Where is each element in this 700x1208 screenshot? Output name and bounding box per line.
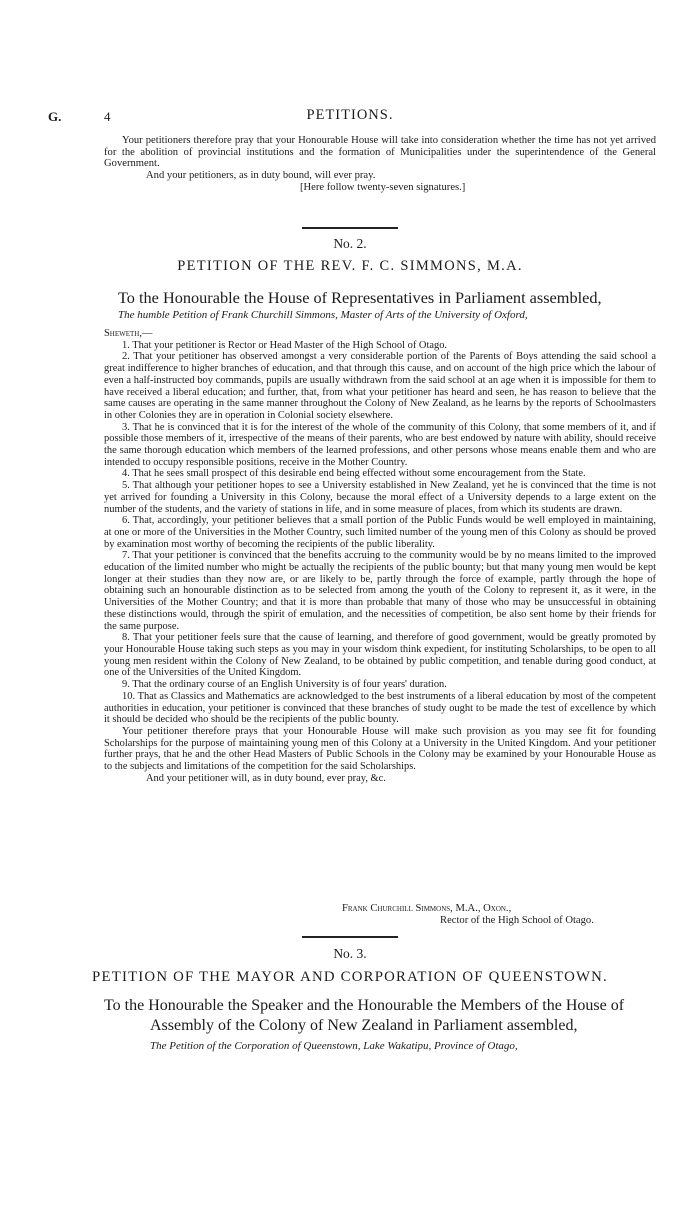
paragraph-item: 2. That your petitioner has observed amongst a very considerable portion of the Parents of Boys attending the said school a great indifference to higher branches of education, and that through this cause, and on account of the high price which the labour of even a half-instructed boy commands, pupils are usually withdrawn from the said school at an age when it is impossible for them to have received a liberal education; and further, that, from what your petitioner has heard and seen, he has reason to believe that the same causes are operating in the same manner throughout the Colony of New Zealand, as he learns by the reports of Schoolmasters in other Colonies they are in operation in Colonial society elsewhere. xyxy=(104,351,656,421)
signature-name: Frank Churchill Simmons, M.A., Oxon., xyxy=(342,903,512,914)
paragraph-item: 1. That your petitioner is Rector or Head Master of the High School of Otago. xyxy=(122,339,448,351)
paragraph-item: 6. That, accordingly, your petitioner believes that a small portion of the Public Funds would be well employed in maintaining, at one or more of the Universities in the Mother Country, such limited number of the young men of this Colony as should be proved by examination most worthy of becoming the recipients of the public liberality. xyxy=(104,515,656,550)
section-divider xyxy=(302,227,398,229)
sheweth-label: Sheweth,— xyxy=(104,328,153,339)
petition-subtitle: The humble Petition of Frank Churchill Simmons, Master of Arts of the University of Oxford, xyxy=(118,309,528,321)
page-number: 4 xyxy=(104,109,111,124)
paragraph-item: 9. That the ordinary course of an English University is of four years' duration. xyxy=(122,679,447,691)
signatures-note: [Here follow twenty-seven signatures.] xyxy=(300,181,466,193)
series-label: G. xyxy=(48,109,62,124)
signature-title: Rector of the High School of Otago. xyxy=(440,915,594,926)
petition-address-line: Assembly of the Colony of New Zealand in Parliament assembled, xyxy=(150,1017,578,1034)
petition-closing: And your petitioner will, as in duty bound, ever pray, &c. xyxy=(146,772,386,784)
petition-address-line: To the Honourable the Speaker and the Honourable the Members of the House of xyxy=(104,997,625,1014)
petition-body xyxy=(104,328,656,784)
intro-closing: And your petitioners, as in duty bound, will ever pray. xyxy=(146,170,376,182)
petition-number: No. 2. xyxy=(333,236,367,251)
paragraph-item: Your petitioner therefore prays that your Honourable House will make such provision as you may see fit for founding Scholarships for the purpose of maintaining young men of this Colony at a University in the United Kingdom. And your petitioner further prays, that he and the other Head Masters of Public Schools in the Colony may be examined by your Honourable House as to the subjects and limitations of the competition for the said Scholarships. xyxy=(104,725,656,773)
paragraph-item: 4. That he sees small prospect of this desirable end being effected without some encouragement from the State. xyxy=(122,468,586,480)
paragraph-item: 10. That as Classics and Mathematics are acknowledged to the best instruments of a liberal education by most of the competent authorities in education, your petitioner is convinced that these branches of study ought to be made the test of excellence by which it should be decided who should be the recipients of the public bounty. xyxy=(104,690,656,726)
petition-title: PETITION OF THE REV. F. C. SIMMONS, M.A. xyxy=(177,258,523,274)
paragraph-item: 8. That your petitioner feels sure that the cause of learning, and therefore of good government, would be greatly promoted by your Honourable House taking such steps as you may in your wisdom think expedient, for instituting Scholarships, to be open to all young men resident within the Colony of New Zealand, to be obtained by public competition, and tenable during good conduct, at one of the Universities of the United Kingdom. xyxy=(104,632,656,679)
intro-paragraph: Your petitioners therefore pray that your Honourable House will take into consideration whether the time has not yet arrived for the abolition of provincial institutions and the formation of Municipalities under the superintendence of the General Government. xyxy=(104,135,656,170)
intro-section xyxy=(104,135,656,194)
petition-address: To the Honourable the House of Representatives in Parliament assembled, xyxy=(118,288,602,307)
petition-subtitle: The Petition of the Corporation of Queenstown, Lake Wakatipu, Province of Otago, xyxy=(150,1040,518,1052)
running-title: PETITIONS. xyxy=(306,107,394,123)
paragraph-item: 7. That your petitioner is convinced that the benefits accruing to the community would be by no means limited to the improved education of the limited number who might be actually the recipients of the public bounty; but that many young men would be kept longer at their studies than they now are, or are likely to be, partly through the force of example, partly through the hope of obtaining such an honourable distinction as to be selected from among the youth of the Colony to represent it, as it were, in the Universities of the Mother Country; and that it is more than probable that many of those who may be unsuccessful in obtaining these distinctions would, through the spirit of emulation, and the necessities of competition, be also sent home by their friends for the same purpose. xyxy=(104,550,656,632)
paragraph-item: 3. That he is convinced that it is for the interest of the whole of the community of this Colony, that some members of it, and if possible those members of it, irrespective of the means of their parents, who are best endowed by nature with ability, should receive the same thorough education which members of the learned professions, and other persons whose means enable them and who are intended to occupy responsible positions, receive in the Mother Country. xyxy=(104,421,656,468)
paragraph-item: 5. That although your petitioner hopes to see a University established in New Zealand, yet he is convinced that the time is not yet arrived for founding a University in this Colony, because the moral effect of a University depends to a large extent on the number of the students, and the variety of stations in life, and in some measure of places, from which its students are drawn. xyxy=(104,480,656,515)
petition-number: No. 3. xyxy=(333,946,367,961)
petition-title: PETITION OF THE MAYOR AND CORPORATION OF QUEENSTOWN. xyxy=(92,969,608,985)
section-divider xyxy=(302,936,398,938)
